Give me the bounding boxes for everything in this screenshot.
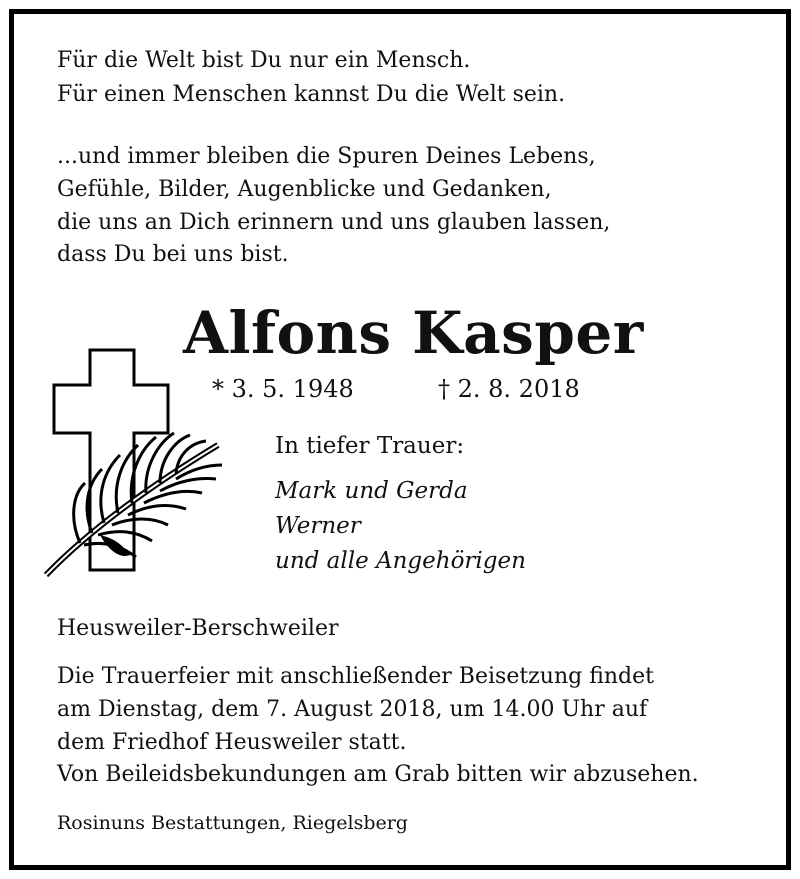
cross-palm-emblem (40, 345, 225, 580)
funeral-info-line: dem Friedhof Heusweiler statt. (57, 730, 407, 755)
poem-line: dass Du bei uns bist. (57, 242, 289, 267)
death-date: † 2. 8. 2018 (438, 375, 580, 403)
poem-line: Gefühle, Bilder, Augenblicke und Gedanken, (57, 177, 552, 202)
undertaker: Rosinuns Bestattungen, Riegelsberg (57, 812, 408, 834)
mourner-name: und alle Angehörigen (275, 548, 526, 574)
mourners-heading: In tiefer Trauer: (275, 433, 465, 459)
funeral-info-line: Von Beileidsbekundungen am Grab bitten wir abzusehen. (57, 762, 699, 787)
poem-line: Für einen Menschen kannst Du die Welt sein. (57, 82, 566, 107)
funeral-info-line: am Dienstag, dem 7. August 2018, um 14.00 Uhr auf (57, 697, 648, 722)
poem-line: ...und immer bleiben die Spuren Deines Lebens, (57, 144, 596, 169)
poem-line: die uns an Dich erinnern und uns glauben lassen, (57, 210, 611, 235)
funeral-info-line: Die Trauerfeier mit anschließender Beisetzung findet (57, 664, 654, 689)
place-name: Heusweiler-Berschweiler (57, 616, 339, 641)
mourner-name: Mark und Gerda (275, 478, 468, 504)
deceased-name: Alfons Kasper (183, 299, 644, 367)
birth-date: * 3. 5. 1948 (212, 375, 354, 403)
poem-line: Für die Welt bist Du nur ein Mensch. (57, 48, 471, 73)
mourner-name: Werner (275, 513, 361, 539)
